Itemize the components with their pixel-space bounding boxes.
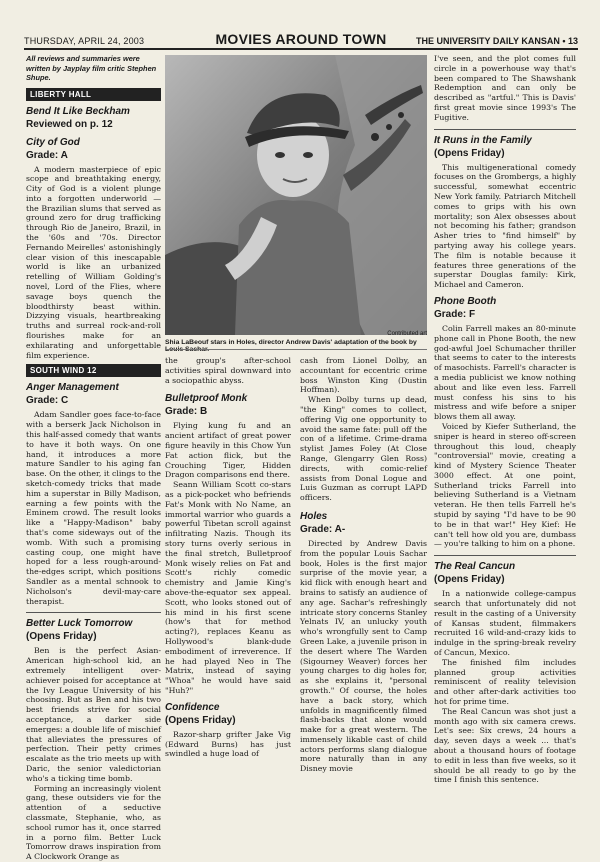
review-grade: Grade: A- — [300, 523, 346, 535]
review-title: Phone Booth — [434, 295, 497, 307]
review-body: I've seen, and the plot comes full circle in a powerhouse way that's been compared to The Shawshank Redemption and can only be described as "artful." This is Davis' first great movie since 1993's The Fugitive. — [434, 54, 576, 122]
review-body: the group's after-school activities spiral downward into a sociopathic abyss. — [165, 356, 291, 385]
review-title: Confidence — [165, 701, 220, 713]
review-body: A modern masterpiece of epic scope and breathtaking energy, City of God is a violent plunge into a forgotten underworld — the Brazilian slums that served as ground zero for drug trafficking through Rio de Janeiro, Brazil, in the '60s and '70s. Director Fernando Meirelles' astonishingly clear vision of this inescapable world is like an urbanized retelling of William Golding's novel, Lord of the Flies, where savage boys quench the bloodthirsty beast within. Dizzying visuals, heartbreaking truths and surreal rock-and-roll flourishes make for an exhilarating and unforgettable film experience. — [26, 164, 161, 360]
review-title: The Real Cancun — [434, 561, 516, 573]
review-body: The Real Cancun was shot just a month ago with six camera crews. Let's see: Six crews, 24 hours a day, seven days a week ... that's about a thousand hours of footage to edit in less than five weeks, so it should be all ready to go by the time I finish this sentence. — [434, 706, 576, 785]
paper-name: THE UNIVERSITY DAILY KANSAN • 13 — [415, 36, 578, 46]
review-body: Seann William Scott co-stars as a pick-pocket who befriends Fat's Monk with No Name, an immortal warrior who guards a powerful Tibetan scroll against infiltrating Nazis. Though its story turns overly serious in the final stretch, Bulletproof Monk wisely relies on Fat and Scott's richly comedic chemistry and Jamie King's above-the-equator sex appeal. Scott, who looks stoned out of his mind in his first scene (how's that for method acting?), replaces Keanu as Hollywood's blank-dude embodiment of irreverence. If he had played Neo in The Matrix, instead of saying "Whoa" he would have said "Huh?" — [165, 480, 291, 695]
column-2 — [165, 356, 291, 759]
photo-caption: Shia LaBeouf stars in Holes, director Andrew Davis' adaptation of the book by Louis Sachar. — [165, 339, 417, 353]
photo-illustration — [165, 55, 427, 335]
review-title: Better Luck Tomorrow — [26, 618, 133, 630]
divider — [434, 555, 576, 556]
review-body: In a nationwide college-campus search that unfortunately did not result in the casting of a University of Kansas student, filmmakers recruited 16 wild-and-crazy kids to indulge in the spring-break revelry of Cancun, Mexico. — [434, 589, 576, 658]
review-body: Voiced by Kiefer Sutherland, the sniper is heard in stereo off-screen throughout this loud, cheaply "controversial" movie, creating a kind of Mystery Science Theater 3000 effect. At one point, Sutherland tricks Farrell into believing Sutherland is a Vietnam veteran. He then tells Farrell he's stupid by saying "I'd have to be 90 to be in that war!" Hey Kief: He can't tell how old you are, dumbass — you're talking to him on a phone. — [434, 421, 576, 549]
review-title: Bend It Like Beckham — [26, 105, 130, 117]
review-body: Directed by Andrew Davis from the popular Louis Sachar book, Holes is the first major surprise of the movie year, a kid flick with enough heart and brains to satisfy an audience of any age. Sachar's refreshingly intricate story concerns Stanley Yelnats IV, an unlucky youth who's wrongfully sent to Camp Green Lake, a juvenile prison in the desert where The Warden (Sigourney Weaver) forces her young charges to dig holes for, as she explains it, "personal growth." Of course, the holes have a back story, which unfolds in magnificently filmed flash-backs that alone would make for a great western. The immensely likable cast of child actors performs slang dialogue more naturally than in any Disney movie — [300, 538, 427, 774]
review-grade: Grade: C — [26, 395, 69, 407]
review-body: When Dolby turns up dead, "the King" comes to collect, offering Vig one opportunity to avoid the same fate: pull off the con of a lifetime. Crime-drama stylist James Foley (At Close Range, Glengarry Glen Ross) directs, with comic-relief assists from Donal Logue and Luis Guzman as corrupt LAPD officers. — [300, 395, 427, 503]
section-label-south-wind: SOUTH WIND 12 — [26, 364, 161, 377]
review-body: cash from Lionel Dolby, an accountant for eccentric crime boss Winston King (Dustin Hoffman). — [300, 356, 427, 395]
column-1 — [26, 54, 161, 862]
review-grade: Grade: A — [26, 149, 68, 161]
review-title: Anger Management — [26, 382, 119, 394]
review-body: This multigenerational comedy focuses on the Grombergs, a highly successful, somewhat eccentric New York family. Patriarch Mitchell comes to grips with his own mortality; son Alex obsesses about not becoming his father; grandson Asher tries to "find himself" by partying away his college years. The film is notable because it features three generations of the superstar Douglas family: Kirk, Michael and Cameron. — [434, 162, 576, 290]
section-label-liberty-hall: LIBERTY HALL — [26, 88, 161, 101]
review-body: Flying kung fu and an ancient artifact of great power figure heavily in this Chow Yun Fat action flick, but the Crouching Tiger, Hidden Dragon comparisons end there. — [165, 421, 291, 480]
review-title: It Runs in the Family — [434, 134, 532, 146]
review-body: The finished film includes planned group activities reminiscent of reality television and other after-dark activities too hot for prime time. — [434, 657, 576, 707]
issue-date: THURSDAY, APRIL 24, 2003 — [24, 36, 145, 46]
review-status: (Opens Friday) — [165, 714, 236, 726]
movie-still-photo — [165, 55, 427, 335]
review-body: Adam Sandler goes face-to-face with a berserk Jack Nicholson in this half-assed comedy that wants to have it both ways. On one hand, it introduces a more mature Sandler to his aging fan base. On the other, it clings to the sketch-comedy tricks that made him a superstar in Billy Madison, earning a few points with the Eminem crowd. The result looks like a "Happy-Madison" baby that's come sideways out of the womb. With such a promising casting coup, one might have hoped for a less rough-around-the-edges script, which positions Sandler as a mental schnook to Nicholson's devil-may-care therapist. — [26, 410, 161, 606]
review-body: Razor-sharp grifter Jake Vig (Edward Burns) has just swindled a huge load of — [165, 729, 291, 759]
review-body: Ben is the perfect Asian-American high-school kid, an extremely intelligent over-achiever poised for acceptance at the Ivy League University of his choosing. But as Ben and his two best friends strive for social acceptance, a darker side emerges: a double life of mischief that alleviates the pressures of perfection. Their petty crimes escalate as the trio meets up with Daric, the senior valedictorian who's a ticking time bomb. — [26, 646, 161, 783]
review-body: Colin Farrell makes an 80-minute phone call in Phone Booth, the new god-awful Joel Schumacher thriller that seems to cater to the interests of masochists. Farrell's character is a media publicist we know nothing about and like even less. Farrell must confess his sins to his mistress and wife before a sniper blows them all away. — [434, 323, 576, 422]
review-note: Reviewed on p. 12 — [26, 118, 113, 130]
divider — [434, 129, 576, 130]
photo-credit: Contributed art — [387, 331, 427, 337]
review-status: (Opens Friday) — [26, 631, 97, 643]
review-grade: Grade: F — [434, 308, 476, 320]
review-title: Holes — [300, 510, 328, 522]
review-title: City of God — [26, 136, 80, 148]
page-header — [24, 28, 578, 50]
review-title: Bulletproof Monk — [165, 393, 248, 405]
column-4 — [434, 54, 576, 785]
section-title: MOVIES AROUND TOWN — [215, 31, 387, 47]
review-body: Forming an increasingly violent gang, these outsiders vie for the attention of a seductive classmate, Stephanie, who, as school rumor has it, once starred in a porno film. Better Luck Tomorrow draws inspiration from A Clockwork Orange as — [26, 783, 161, 862]
divider — [26, 612, 161, 613]
review-status: (Opens Friday) — [434, 147, 505, 159]
column-3 — [300, 356, 427, 774]
caption-divider — [165, 349, 427, 350]
review-grade: Grade: B — [165, 406, 208, 418]
intro-note: All reviews and summaries were written by Jayplay film critic Stephen Shupe. — [26, 54, 157, 82]
review-status: (Opens Friday) — [434, 574, 505, 586]
